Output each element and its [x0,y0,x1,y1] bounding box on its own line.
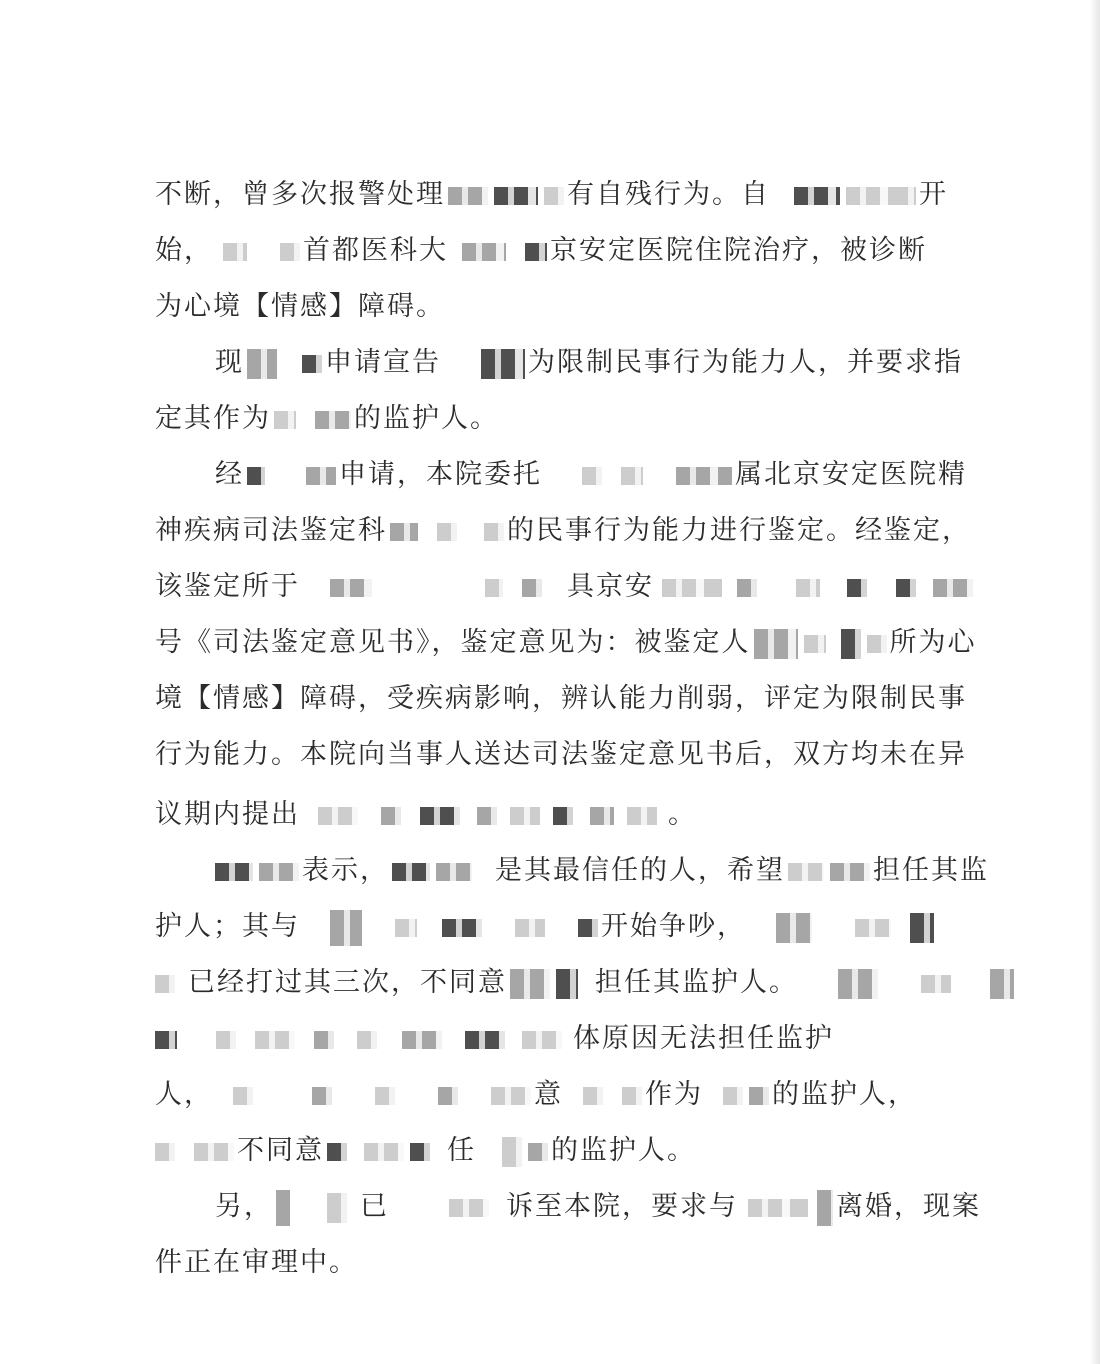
text-segment: 诉至本院，要求与 [506,1191,738,1222]
redaction-block [553,807,573,825]
redaction-block [838,969,878,999]
redaction-block [327,1143,347,1161]
redaction-block [933,579,973,597]
text-segment: 的监护人， [772,1079,917,1110]
text-line-7 [155,511,971,551]
text-segment: 开 [919,179,948,210]
redaction-block [776,913,812,943]
text-segment: 的监护人。 [354,403,499,434]
text-segment: 京安定医院住院治疗，被诊断 [550,235,927,266]
text-segment: 议期内提出 [155,799,300,830]
text-segment: 经 [215,459,244,490]
redaction-block [436,863,472,881]
redaction-block [390,523,418,541]
redaction-block [449,1199,489,1217]
text-line-12 [155,795,697,835]
redaction-block [896,579,916,597]
redaction-block [481,349,525,379]
redaction-block [522,579,542,597]
redaction-block [510,807,540,825]
text-line-11 [155,735,967,775]
text-line-9 [155,623,977,663]
redaction-block [194,1143,234,1161]
redaction-block [583,1087,603,1105]
text-line-17 [155,1075,917,1115]
redaction-block [402,1031,442,1049]
redaction-block [274,411,296,429]
redaction-block [302,355,322,373]
text-segment: 为限制民事行为能力人，并要求指 [528,347,963,378]
text-segment: 件正在审理中。 [155,1247,358,1278]
text-segment: 担任其监 [873,855,989,886]
redaction-block [830,863,870,881]
redaction-block [910,913,934,943]
text-segment: 现 [215,347,244,378]
redaction-block [627,807,657,825]
redaction-block [491,1087,531,1105]
redaction-block [315,411,351,429]
redaction-block [841,629,861,659]
redaction-block [817,1190,833,1226]
redaction-block [247,467,265,485]
redaction-block [582,467,602,485]
text-line-18 [155,1131,696,1171]
redaction-block [528,1143,548,1161]
redaction-block [364,1143,404,1161]
redaction-block [276,1190,290,1226]
redaction-block [867,635,887,653]
text-line-10 [155,679,967,719]
text-segment: 是其最信任的人，希望 [495,855,785,886]
redaction-block [578,919,598,937]
redaction-block [155,1031,177,1049]
text-line-13 [215,851,989,891]
text-segment: 神疾病司法鉴定科 [155,515,387,546]
text-segment: 体原因无法担任监护 [573,1023,834,1054]
redaction-block [796,579,820,597]
redaction-block [215,863,253,881]
redaction-block [155,1143,175,1161]
text-segment: 开始争吵， [601,911,746,942]
text-segment: 担任其监护人。 [595,967,798,998]
redaction-block [723,1087,743,1105]
redaction-block [357,1031,377,1049]
text-segment: 属北京安定医院精 [735,459,967,490]
text-segment: 离婚，现案 [836,1191,981,1222]
redaction-block [280,243,300,261]
redaction-block [855,919,891,937]
text-segment: 所为心 [889,627,977,658]
redaction-block [392,863,430,881]
redaction-block [590,807,614,825]
text-segment: 人， [155,1079,213,1110]
text-segment: 表示， [302,855,389,886]
text-segment: 任 [447,1135,476,1166]
redaction-block [544,187,564,205]
text-line-4 [215,343,963,383]
text-line-14 [155,907,937,947]
redaction-block [477,807,497,825]
redaction-block [556,969,578,999]
text-line-8 [155,567,976,607]
text-line-15 [155,963,1017,1003]
redaction-block [502,1137,522,1167]
text-segment: 申请宣告 [325,347,441,378]
redaction-block [494,187,538,205]
redaction-block [312,1087,332,1105]
text-segment: 有自残行为。自 [567,179,770,210]
text-line-16 [155,1019,834,1059]
text-segment: 号《司法鉴定意见书》，鉴定意见为：被鉴定人 [155,627,751,658]
redaction-block [437,523,457,541]
text-line-1 [155,175,948,215]
redaction-block [259,863,299,881]
text-segment: 作为 [645,1079,703,1110]
redaction-block [395,919,417,937]
redaction-block [155,975,175,993]
redaction-block [327,1193,347,1223]
text-segment: 不同意 [237,1135,324,1166]
text-segment: 申请，本院委托 [339,459,542,490]
text-segment: 境【情感】障碍，受疾病影响，辨认能力削弱，评定为限制民事 [155,683,967,714]
redaction-block [484,523,504,541]
redaction-block [515,919,545,937]
redaction-block [804,635,826,653]
redaction-block [462,243,506,261]
redaction-block [749,1087,769,1105]
redaction-block [216,1031,236,1049]
redaction-block [522,1031,562,1049]
redaction-block [622,1087,642,1105]
redaction-block [748,1199,808,1217]
redaction-block [375,1087,395,1105]
text-line-3 [155,287,445,327]
text-segment: 已经打过其三次，不同意 [188,967,507,998]
redaction-block [754,629,798,659]
text-segment: 具京安 [567,571,654,602]
redaction-block [330,910,362,946]
redaction-block [410,1143,430,1161]
text-segment: 为心境【情感】障碍。 [155,291,445,322]
text-line-2 [155,231,927,271]
text-segment: 始， [155,235,213,266]
redaction-block [233,1087,253,1105]
redaction-block [662,579,722,597]
text-segment: 意 [534,1079,563,1110]
text-segment: 该鉴定所于 [155,571,300,602]
redaction-block [448,187,488,205]
redaction-block [442,919,482,937]
redaction-block [330,579,372,597]
redaction-block [990,969,1014,999]
text-segment: 。 [668,799,697,830]
redaction-block [676,467,732,485]
redaction-block [846,187,916,205]
redaction-block [381,807,401,825]
text-segment: 首都医科大 [303,235,448,266]
redaction-block [247,349,277,379]
text-line-6 [215,455,967,495]
redaction-block [314,1031,334,1049]
text-segment: 另， [215,1191,273,1222]
redaction-block [621,467,643,485]
redaction-block [510,969,550,999]
text-line-20 [155,1243,358,1283]
redaction-block [438,1087,458,1105]
redaction-block [223,243,247,261]
redaction-block [794,187,840,205]
text-line-19 [215,1187,981,1227]
text-segment: 不断，曾多次报警处理 [155,179,445,210]
redaction-block [788,863,824,881]
redaction-block [318,807,358,825]
text-line-5 [155,399,499,439]
redaction-block [420,807,460,825]
text-segment: 的监护人。 [551,1135,696,1166]
redaction-block [921,975,951,993]
text-segment: 行为能力。本院向当事人送达司法鉴定意见书后，双方均未在异 [155,739,967,770]
redaction-block [847,579,867,597]
text-segment: 定其作为 [155,403,271,434]
redaction-block [525,243,547,261]
redaction-block [465,1031,505,1049]
redaction-block [255,1031,295,1049]
text-segment: 已 [360,1191,389,1222]
text-segment: 护人；其与 [155,911,300,942]
redaction-block [485,579,503,597]
redaction-block [306,467,336,485]
redaction-block [737,579,757,597]
text-segment: 的民事行为能力进行鉴定。经鉴定， [507,515,971,546]
